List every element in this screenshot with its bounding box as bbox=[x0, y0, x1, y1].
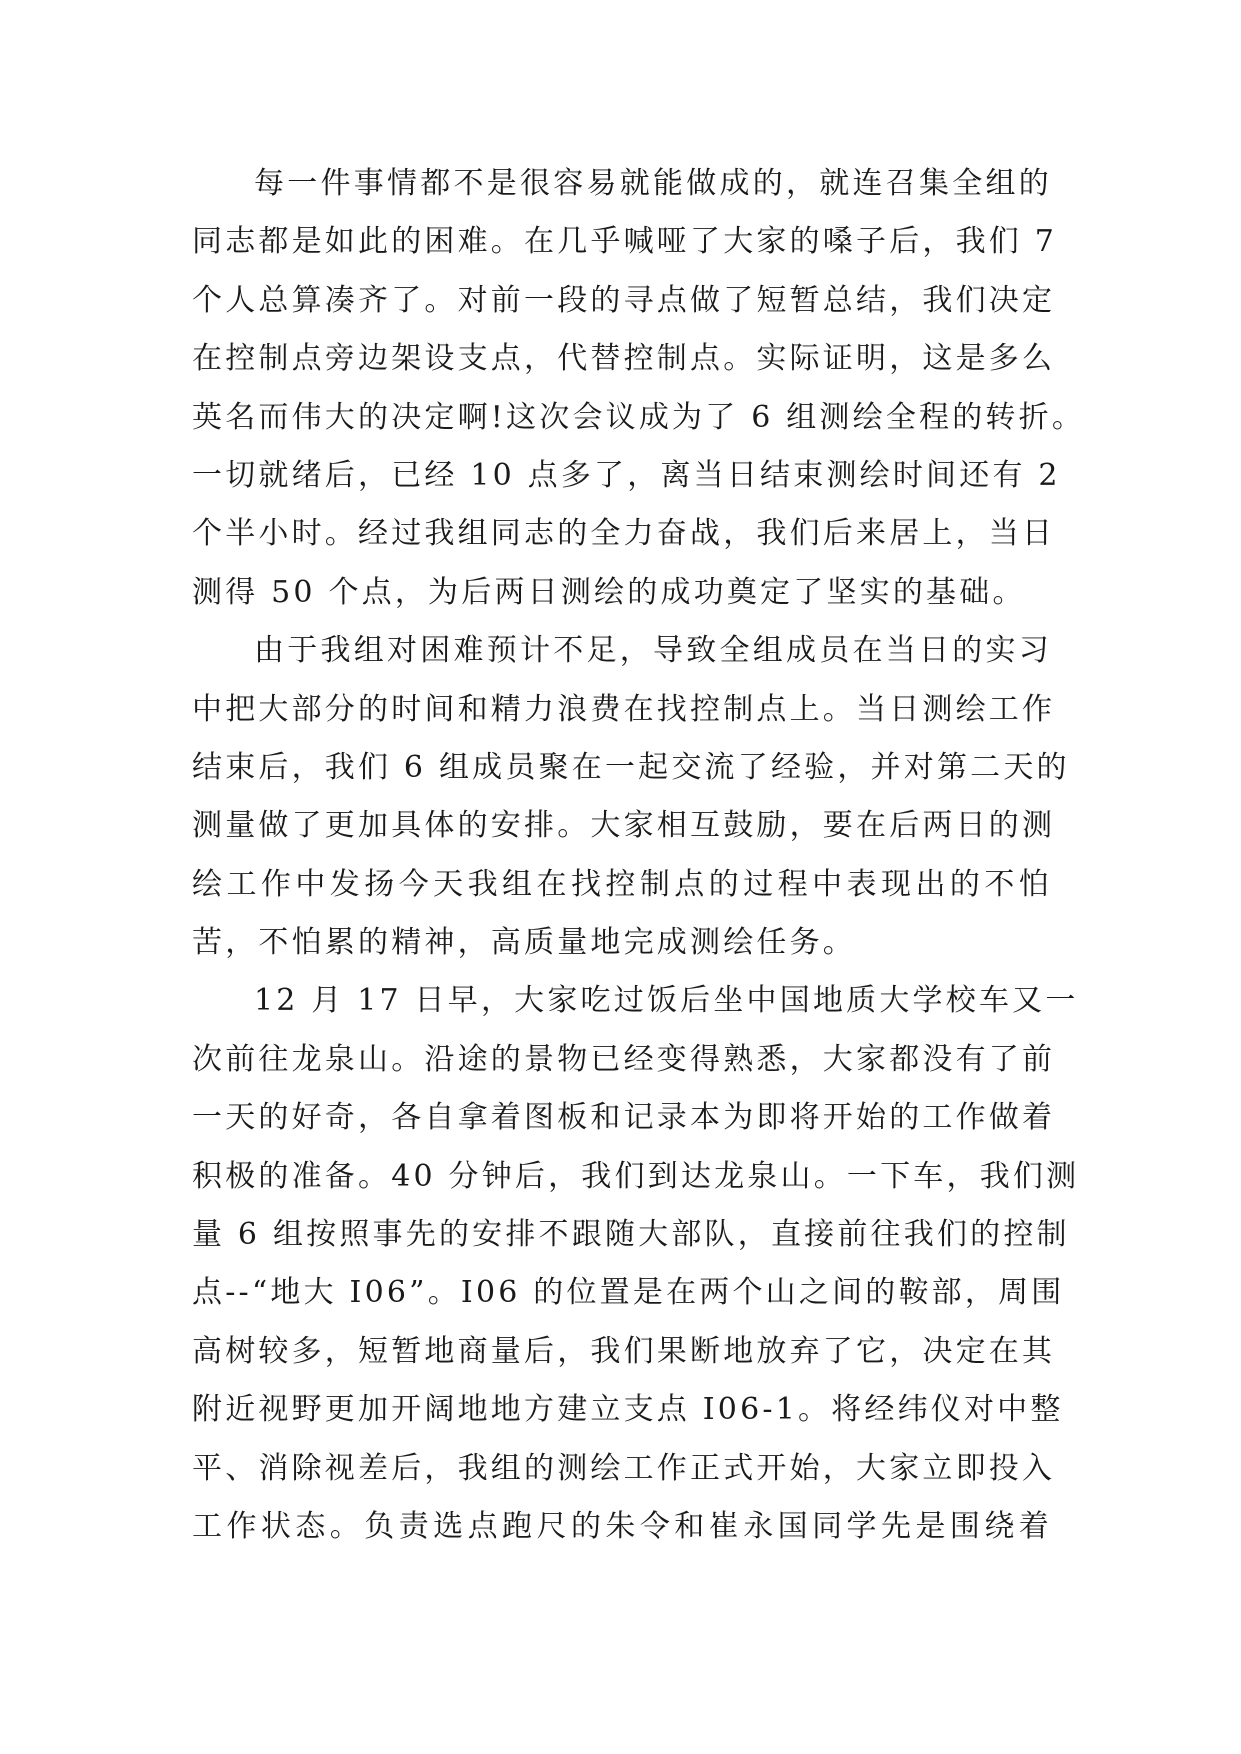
text-line: 苦，不怕累的精神，高质量地完成测绘任务。 bbox=[192, 925, 856, 961]
text-line: 量 6 组按照事先的安排不跟随大部队，直接前往我们的控制 bbox=[192, 1217, 1070, 1253]
text-line: 个人总算凑齐了。对前一段的寻点做了短暂总结，我们决定 bbox=[192, 282, 1056, 318]
text-line: 测得 50 个点，为后两日测绘的成功奠定了坚实的基础。 bbox=[192, 574, 1026, 610]
text-line: 每一件事情都不是很容易就能做成的，就连召集全组的 bbox=[254, 166, 1052, 201]
text-line: 同志都是如此的困难。在几乎喊哑了大家的嗓子后，我们 7 bbox=[192, 224, 1058, 260]
text-line: 测量做了更加具体的安排。大家相互鼓励，要在后两日的测 bbox=[192, 808, 1056, 844]
text-line: 由于我组对困难预计不足，导致全组成员在当日的实习 bbox=[254, 633, 1052, 669]
text-line: 在控制点旁边架设支点，代替控制点。实际证明，这是多么 bbox=[192, 341, 1056, 377]
document-body bbox=[192, 155, 1086, 1556]
text-line: 结束后，我们 6 组成员聚在一起交流了经验，并对第二天的 bbox=[192, 749, 1070, 785]
text-line: 英名而伟大的决定啊!这次会议成为了 6 组测绘全程的转折。 bbox=[192, 399, 1086, 435]
text-line: 点--“地大 I06”。I06 的位置是在两个山之间的鞍部，周围 bbox=[192, 1275, 1065, 1311]
text-line: 高树较多，短暂地商量后，我们果断地放弃了它，决定在其 bbox=[192, 1333, 1056, 1369]
text-line: 平、消除视差后，我组的测绘工作正式开始，大家立即投入 bbox=[192, 1450, 1056, 1486]
text-line: 一天的好奇，各自拿着图板和记录本为即将开始的工作做着 bbox=[192, 1100, 1056, 1136]
text-line: 绘工作中发扬今天我组在找控制点的过程中表现出的不怕 bbox=[192, 866, 1052, 902]
text-line: 中把大部分的时间和精力浪费在找控制点上。当日测绘工作 bbox=[192, 691, 1056, 727]
text-line: 次前往龙泉山。沿途的景物已经变得熟悉，大家都没有了前 bbox=[192, 1041, 1056, 1077]
text-line: 附近视野更加开阔地地方建立支点 I06-1。将经纬仪对中整 bbox=[192, 1392, 1064, 1428]
text-line: 一切就绪后，已经 10 点多了，离当日结束测绘时间还有 2 bbox=[192, 457, 1061, 493]
text-line: 个半小时。经过我组同志的全力奋战，我们后来居上，当日 bbox=[192, 516, 1056, 552]
text-line: 积极的准备。40 分钟后，我们到达龙泉山。一下车，我们测 bbox=[192, 1158, 1080, 1194]
text-line: 12 月 17 日早，大家吃过饭后坐中国地质大学校车又一 bbox=[254, 983, 1079, 1019]
text-line: 工作状态。负责选点跑尺的朱令和崔永国同学先是围绕着 bbox=[192, 1508, 1052, 1544]
